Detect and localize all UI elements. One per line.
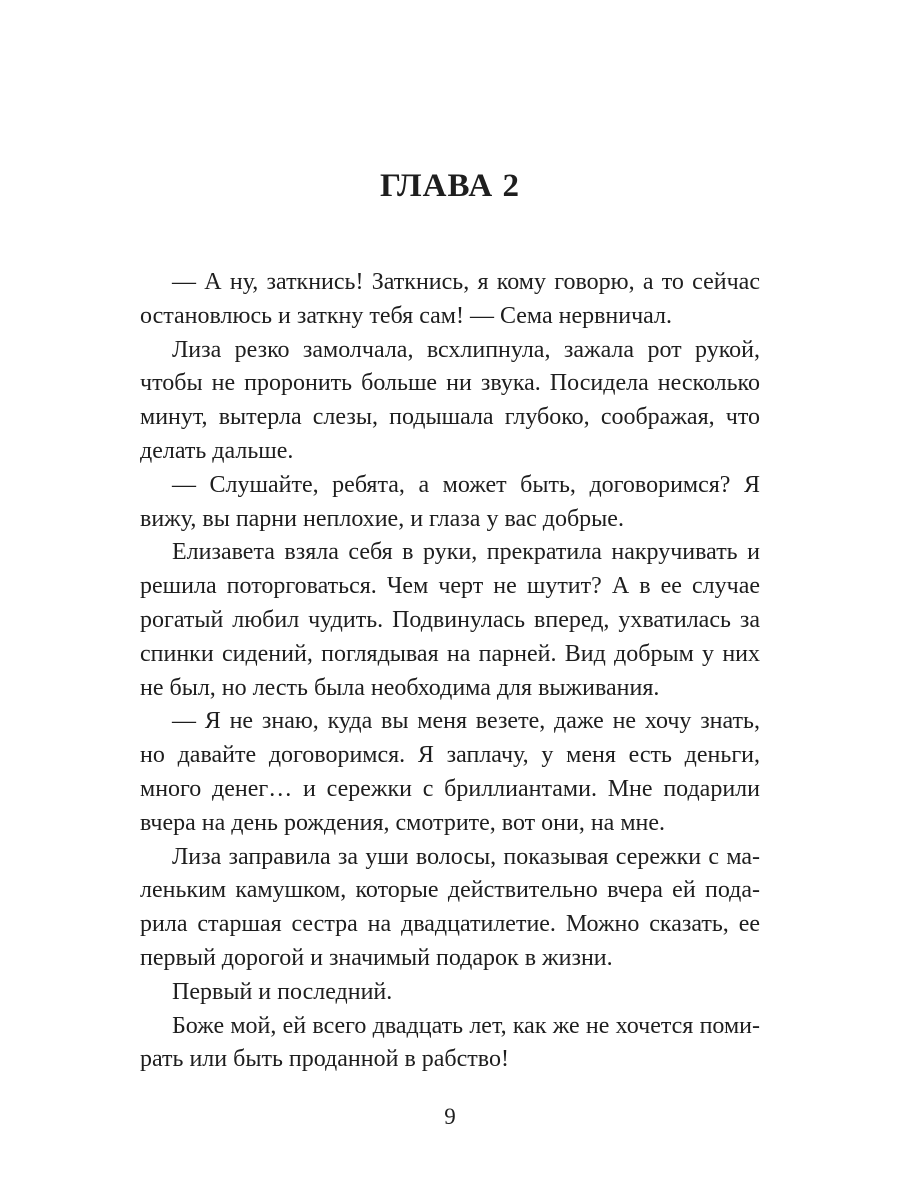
chapter-body (140, 266, 760, 1077)
paragraph: Лиза заправила за уши волосы, показывая сережки с маленьким камушком, которые действительно вчера ей подарила старшая сестра на двадцатилетие. Можно сказать, ее первый дорогой и значимый подарок в жизни. (140, 843, 760, 971)
paragraph: — Слушайте, ребята, а может быть, договоримся? Я вижу, вы парни неплохие, и глаза у вас добрые. (140, 471, 760, 532)
paragraph: Первый и последний. (172, 978, 393, 1005)
paragraph: Елизавета взяла себя в руки, прекратила накручивать и решила поторговаться. Чем черт не шутит? А в ее случае рогатый любил чудить. Подвинулась вперед, ухватилась за спинки сидений, поглядывая на парней. Вид добрым у них не был, но лесть была необходима для выживания. (140, 539, 760, 701)
paragraph: Боже мой, ей всего двадцать лет, как же не хочется помирать или быть проданной в рабство! (140, 1012, 760, 1073)
paragraph: Лиза резко замолчала, всхлипнула, зажала рот рукой, чтобы не проронить больше ни звука. Посидела несколько минут, вытерла слезы, подышала глубоко, соображая, что делать дальше. (140, 336, 760, 464)
paragraph: — Я не знаю, куда вы меня везете, даже не хочу знать, но давайте договоримся. Я заплачу, у меня есть деньги, много денег… и сережки с бриллиантами. Мне подарили вчера на день рождения, смотрите, вот они, на мне. (140, 708, 760, 836)
chapter-title: ГЛАВА 2 (380, 168, 520, 204)
page-number: 9 (444, 1104, 456, 1129)
paragraph: — А ну, заткнись! Заткнись, я кому говорю, а то сейчас остановлюсь и заткну тебя сам! — Сема нервничал. (140, 269, 760, 329)
